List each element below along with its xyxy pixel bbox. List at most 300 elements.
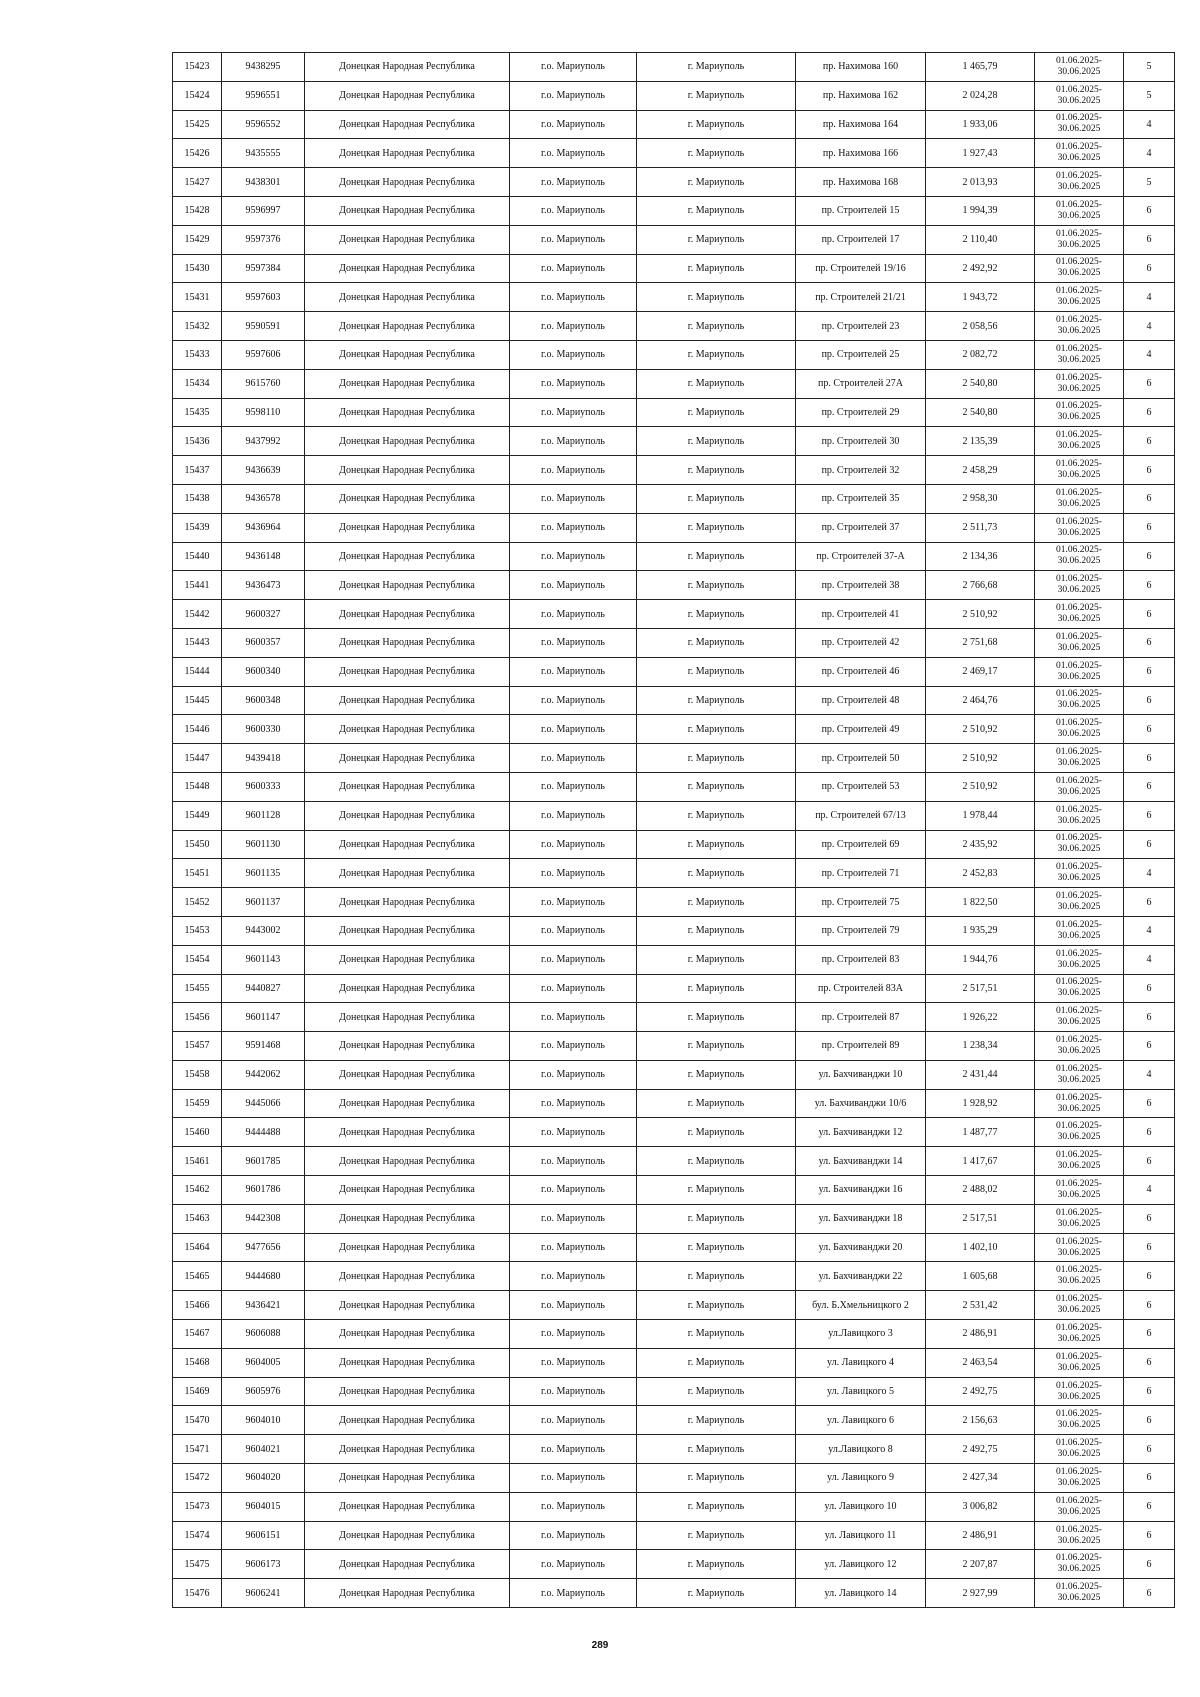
- table-row: [173, 168, 1175, 197]
- period-start: 01.06.2025-: [1056, 1294, 1102, 1305]
- object-code-cell: 9601135: [222, 859, 305, 888]
- period-start: 01.06.2025-: [1056, 919, 1102, 930]
- city-cell: г. Мариуполь: [637, 1348, 796, 1377]
- address-cell: пр. Строителей 49: [796, 715, 926, 744]
- address-cell: ул. Лавицкого 4: [796, 1348, 926, 1377]
- table-row: [173, 398, 1175, 427]
- period-start: 01.06.2025-: [1056, 1178, 1102, 1189]
- object-code-cell: 9604015: [222, 1492, 305, 1521]
- period-cell: [1035, 1147, 1124, 1176]
- city-cell: г. Мариуполь: [637, 974, 796, 1003]
- object-code-cell: 9439418: [222, 744, 305, 773]
- region-cell: Донецкая Народная Республика: [305, 888, 510, 917]
- city-cell: г. Мариуполь: [637, 1204, 796, 1233]
- row-number-cell: 15462: [173, 1176, 222, 1205]
- address-cell: пр. Нахимова 168: [796, 168, 926, 197]
- row-number-cell: 15439: [173, 513, 222, 542]
- period-start: 01.06.2025-: [1056, 1006, 1102, 1017]
- period-end: 30.06.2025: [1057, 671, 1101, 682]
- period-start: 01.06.2025-: [1056, 199, 1102, 210]
- table-row: [173, 196, 1175, 225]
- object-code-cell: 9444680: [222, 1262, 305, 1291]
- count-cell: 6: [1124, 1579, 1175, 1608]
- row-number-cell: 15447: [173, 744, 222, 773]
- address-cell: ул. Бахчиванджи 20: [796, 1233, 926, 1262]
- region-cell: Донецкая Народная Республика: [305, 1262, 510, 1291]
- city-cell: г. Мариуполь: [637, 744, 796, 773]
- city-cell: г. Мариуполь: [637, 1003, 796, 1032]
- period-end: 30.06.2025: [1057, 383, 1101, 394]
- period-start: 01.06.2025-: [1056, 574, 1102, 585]
- period-cell: [1035, 657, 1124, 686]
- district-cell: г.о. Мариуполь: [510, 484, 637, 513]
- period-end: 30.06.2025: [1057, 498, 1101, 509]
- period-start: 01.06.2025-: [1056, 689, 1102, 700]
- district-cell: г.о. Мариуполь: [510, 340, 637, 369]
- count-cell: 6: [1124, 888, 1175, 917]
- row-number-cell: 15448: [173, 772, 222, 801]
- period-start: 01.06.2025-: [1056, 113, 1102, 124]
- region-cell: Донецкая Народная Республика: [305, 1550, 510, 1579]
- amount-cell: 2 531,42: [926, 1291, 1035, 1320]
- row-number-cell: 15442: [173, 600, 222, 629]
- region-cell: Донецкая Народная Республика: [305, 1118, 510, 1147]
- address-cell: пр. Нахимова 160: [796, 53, 926, 82]
- district-cell: г.о. Мариуполь: [510, 1579, 637, 1608]
- row-number-cell: 15474: [173, 1521, 222, 1550]
- region-cell: Донецкая Народная Республика: [305, 859, 510, 888]
- period-cell: [1035, 744, 1124, 773]
- amount-cell: 1 944,76: [926, 945, 1035, 974]
- address-cell: ул. Лавицкого 11: [796, 1521, 926, 1550]
- object-code-cell: 9597606: [222, 340, 305, 369]
- period-end: 30.06.2025: [1057, 412, 1101, 423]
- table-row: [173, 254, 1175, 283]
- city-cell: г. Мариуполь: [637, 859, 796, 888]
- count-cell: 6: [1124, 715, 1175, 744]
- object-code-cell: 9600348: [222, 686, 305, 715]
- amount-cell: 2 156,63: [926, 1406, 1035, 1435]
- region-cell: Донецкая Народная Республика: [305, 81, 510, 110]
- district-cell: г.о. Мариуполь: [510, 312, 637, 341]
- period-cell: [1035, 427, 1124, 456]
- region-cell: Донецкая Народная Республика: [305, 283, 510, 312]
- amount-cell: 2 540,80: [926, 369, 1035, 398]
- period-end: 30.06.2025: [1057, 1045, 1101, 1056]
- count-cell: 4: [1124, 1176, 1175, 1205]
- object-code-cell: 9436639: [222, 456, 305, 485]
- region-cell: Донецкая Народная Республика: [305, 1406, 510, 1435]
- table-row: [173, 1492, 1175, 1521]
- row-number-cell: 15472: [173, 1464, 222, 1493]
- address-cell: пр. Строителей 50: [796, 744, 926, 773]
- row-number-cell: 15467: [173, 1320, 222, 1349]
- object-code-cell: 9604020: [222, 1464, 305, 1493]
- address-cell: пр. Строителей 32: [796, 456, 926, 485]
- row-number-cell: 15475: [173, 1550, 222, 1579]
- object-code-cell: 9443002: [222, 916, 305, 945]
- count-cell: 6: [1124, 456, 1175, 485]
- object-code-cell: 9436473: [222, 571, 305, 600]
- count-cell: 6: [1124, 225, 1175, 254]
- district-cell: г.о. Мариуполь: [510, 571, 637, 600]
- city-cell: г. Мариуполь: [637, 225, 796, 254]
- region-cell: Донецкая Народная Республика: [305, 1089, 510, 1118]
- period-cell: [1035, 513, 1124, 542]
- period-start: 01.06.2025-: [1056, 1207, 1102, 1218]
- amount-cell: 2 927,99: [926, 1579, 1035, 1608]
- city-cell: г. Мариуполь: [637, 1291, 796, 1320]
- period-end: 30.06.2025: [1057, 1276, 1101, 1287]
- address-cell: ул. Бахчиванджи 16: [796, 1176, 926, 1205]
- object-code-cell: 9438295: [222, 53, 305, 82]
- address-cell: ул.Лавицкого 8: [796, 1435, 926, 1464]
- amount-cell: 1 822,50: [926, 888, 1035, 917]
- object-code-cell: 9445066: [222, 1089, 305, 1118]
- row-number-cell: 15456: [173, 1003, 222, 1032]
- table-row: [173, 542, 1175, 571]
- table-row: [173, 312, 1175, 341]
- object-code-cell: 9438301: [222, 168, 305, 197]
- period-end: 30.06.2025: [1057, 1593, 1101, 1604]
- table-row: [173, 801, 1175, 830]
- city-cell: г. Мариуполь: [637, 283, 796, 312]
- city-cell: г. Мариуполь: [637, 139, 796, 168]
- district-cell: г.о. Мариуполь: [510, 81, 637, 110]
- address-cell: пр. Строителей 21/21: [796, 283, 926, 312]
- object-code-cell: 9591468: [222, 1032, 305, 1061]
- count-cell: 6: [1124, 1233, 1175, 1262]
- period-end: 30.06.2025: [1057, 66, 1101, 77]
- table-row: [173, 830, 1175, 859]
- period-cell: [1035, 1262, 1124, 1291]
- count-cell: 6: [1124, 513, 1175, 542]
- row-number-cell: 15464: [173, 1233, 222, 1262]
- object-code-cell: 9600333: [222, 772, 305, 801]
- object-code-cell: 9437992: [222, 427, 305, 456]
- object-code-cell: 9600357: [222, 628, 305, 657]
- object-code-cell: 9606241: [222, 1579, 305, 1608]
- count-cell: 4: [1124, 1060, 1175, 1089]
- period-start: 01.06.2025-: [1056, 142, 1102, 153]
- region-cell: Донецкая Народная Республика: [305, 1176, 510, 1205]
- period-end: 30.06.2025: [1057, 182, 1101, 193]
- region-cell: Донецкая Народная Республика: [305, 1377, 510, 1406]
- period-end: 30.06.2025: [1057, 1535, 1101, 1546]
- district-cell: г.о. Мариуполь: [510, 1060, 637, 1089]
- period-start: 01.06.2025-: [1056, 1322, 1102, 1333]
- period-start: 01.06.2025-: [1056, 228, 1102, 239]
- period-end: 30.06.2025: [1057, 642, 1101, 653]
- period-cell: [1035, 1233, 1124, 1262]
- period-start: 01.06.2025-: [1056, 84, 1102, 95]
- period-end: 30.06.2025: [1057, 1362, 1101, 1373]
- city-cell: г. Мариуполь: [637, 1233, 796, 1262]
- city-cell: г. Мариуполь: [637, 1320, 796, 1349]
- city-cell: г. Мариуполь: [637, 1032, 796, 1061]
- count-cell: 6: [1124, 1147, 1175, 1176]
- amount-cell: 1 935,29: [926, 916, 1035, 945]
- period-cell: [1035, 456, 1124, 485]
- period-end: 30.06.2025: [1057, 1218, 1101, 1229]
- district-cell: г.о. Мариуполь: [510, 225, 637, 254]
- period-cell: [1035, 254, 1124, 283]
- period-cell: [1035, 1003, 1124, 1032]
- row-number-cell: 15438: [173, 484, 222, 513]
- address-cell: ул. Лавицкого 12: [796, 1550, 926, 1579]
- period-cell: [1035, 1492, 1124, 1521]
- period-start: 01.06.2025-: [1056, 545, 1102, 556]
- table-row: [173, 715, 1175, 744]
- city-cell: г. Мариуполь: [637, 772, 796, 801]
- row-number-cell: 15470: [173, 1406, 222, 1435]
- count-cell: 6: [1124, 830, 1175, 859]
- table-row: [173, 110, 1175, 139]
- period-end: 30.06.2025: [1057, 873, 1101, 884]
- row-number-cell: 15457: [173, 1032, 222, 1061]
- row-number-cell: 15449: [173, 801, 222, 830]
- city-cell: г. Мариуполь: [637, 916, 796, 945]
- period-end: 30.06.2025: [1057, 1161, 1101, 1172]
- district-cell: г.о. Мариуполь: [510, 715, 637, 744]
- city-cell: г. Мариуполь: [637, 168, 796, 197]
- period-cell: [1035, 1089, 1124, 1118]
- district-cell: г.о. Мариуполь: [510, 1406, 637, 1435]
- period-start: 01.06.2025-: [1056, 747, 1102, 758]
- period-cell: [1035, 1521, 1124, 1550]
- object-code-cell: 9606088: [222, 1320, 305, 1349]
- period-start: 01.06.2025-: [1056, 1524, 1102, 1535]
- registry-table: [172, 52, 1175, 1608]
- amount-cell: 2 510,92: [926, 772, 1035, 801]
- row-number-cell: 15436: [173, 427, 222, 456]
- district-cell: г.о. Мариуполь: [510, 628, 637, 657]
- city-cell: г. Мариуполь: [637, 456, 796, 485]
- object-code-cell: 9440827: [222, 974, 305, 1003]
- address-cell: пр. Строителей 30: [796, 427, 926, 456]
- address-cell: ул. Лавицкого 5: [796, 1377, 926, 1406]
- district-cell: г.о. Мариуполь: [510, 1348, 637, 1377]
- row-number-cell: 15453: [173, 916, 222, 945]
- address-cell: пр. Нахимова 162: [796, 81, 926, 110]
- address-cell: пр. Строителей 19/16: [796, 254, 926, 283]
- period-cell: [1035, 283, 1124, 312]
- object-code-cell: 9601128: [222, 801, 305, 830]
- table-row: [173, 916, 1175, 945]
- table-row: [173, 1118, 1175, 1147]
- address-cell: пр. Строителей 89: [796, 1032, 926, 1061]
- district-cell: г.о. Мариуполь: [510, 1550, 637, 1579]
- period-start: 01.06.2025-: [1056, 459, 1102, 470]
- object-code-cell: 9597603: [222, 283, 305, 312]
- amount-cell: 2 540,80: [926, 398, 1035, 427]
- row-number-cell: 15429: [173, 225, 222, 254]
- period-cell: [1035, 225, 1124, 254]
- district-cell: г.о. Мариуполь: [510, 427, 637, 456]
- row-number-cell: 15460: [173, 1118, 222, 1147]
- city-cell: г. Мариуполь: [637, 830, 796, 859]
- period-start: 01.06.2025-: [1056, 1034, 1102, 1045]
- count-cell: 6: [1124, 974, 1175, 1003]
- period-cell: [1035, 1291, 1124, 1320]
- city-cell: г. Мариуполь: [637, 312, 796, 341]
- period-start: 01.06.2025-: [1056, 1063, 1102, 1074]
- city-cell: г. Мариуполь: [637, 110, 796, 139]
- table-row: [173, 1147, 1175, 1176]
- table-row: [173, 1291, 1175, 1320]
- table-row: [173, 1204, 1175, 1233]
- period-cell: [1035, 888, 1124, 917]
- period-start: 01.06.2025-: [1056, 1495, 1102, 1506]
- district-cell: г.о. Мариуполь: [510, 600, 637, 629]
- period-end: 30.06.2025: [1057, 1017, 1101, 1028]
- amount-cell: 2 082,72: [926, 340, 1035, 369]
- object-code-cell: 9442308: [222, 1204, 305, 1233]
- address-cell: пр. Строителей 37-А: [796, 542, 926, 571]
- object-code-cell: 9590591: [222, 312, 305, 341]
- district-cell: г.о. Мариуполь: [510, 686, 637, 715]
- period-start: 01.06.2025-: [1056, 1582, 1102, 1593]
- district-cell: г.о. Мариуполь: [510, 1492, 637, 1521]
- address-cell: ул. Бахчиванджи 22: [796, 1262, 926, 1291]
- count-cell: 6: [1124, 1262, 1175, 1291]
- region-cell: Донецкая Народная Республика: [305, 1348, 510, 1377]
- period-end: 30.06.2025: [1057, 1506, 1101, 1517]
- period-end: 30.06.2025: [1057, 1305, 1101, 1316]
- table-row: [173, 1579, 1175, 1608]
- period-end: 30.06.2025: [1057, 959, 1101, 970]
- row-number-cell: 15459: [173, 1089, 222, 1118]
- count-cell: 6: [1124, 196, 1175, 225]
- period-start: 01.06.2025-: [1056, 603, 1102, 614]
- amount-cell: 3 006,82: [926, 1492, 1035, 1521]
- period-end: 30.06.2025: [1057, 1103, 1101, 1114]
- region-cell: Донецкая Народная Республика: [305, 53, 510, 82]
- count-cell: 6: [1124, 1492, 1175, 1521]
- region-cell: Донецкая Народная Республика: [305, 312, 510, 341]
- period-end: 30.06.2025: [1057, 844, 1101, 855]
- amount-cell: 2 431,44: [926, 1060, 1035, 1089]
- period-cell: [1035, 830, 1124, 859]
- amount-cell: 2 458,29: [926, 456, 1035, 485]
- table-row: [173, 427, 1175, 456]
- period-cell: [1035, 1348, 1124, 1377]
- region-cell: Донецкая Народная Республика: [305, 1492, 510, 1521]
- table-row: [173, 945, 1175, 974]
- row-number-cell: 15463: [173, 1204, 222, 1233]
- object-code-cell: 9598110: [222, 398, 305, 427]
- period-end: 30.06.2025: [1057, 153, 1101, 164]
- region-cell: Донецкая Народная Республика: [305, 744, 510, 773]
- city-cell: г. Мариуполь: [637, 715, 796, 744]
- row-number-cell: 15476: [173, 1579, 222, 1608]
- amount-cell: 2 435,92: [926, 830, 1035, 859]
- period-cell: [1035, 916, 1124, 945]
- count-cell: 6: [1124, 1089, 1175, 1118]
- period-start: 01.06.2025-: [1056, 401, 1102, 412]
- period-start: 01.06.2025-: [1056, 1236, 1102, 1247]
- table-row: [173, 225, 1175, 254]
- table-row: [173, 1435, 1175, 1464]
- address-cell: бул. Б.Хмельницкого 2: [796, 1291, 926, 1320]
- region-cell: Донецкая Народная Республика: [305, 1320, 510, 1349]
- table-row: [173, 53, 1175, 82]
- city-cell: г. Мариуполь: [637, 1435, 796, 1464]
- object-code-cell: 9436578: [222, 484, 305, 513]
- region-cell: Донецкая Народная Республика: [305, 340, 510, 369]
- region-cell: Донецкая Народная Республика: [305, 657, 510, 686]
- address-cell: ул. Бахчиванджи 12: [796, 1118, 926, 1147]
- address-cell: пр. Строителей 15: [796, 196, 926, 225]
- address-cell: пр. Строителей 35: [796, 484, 926, 513]
- period-end: 30.06.2025: [1057, 268, 1101, 279]
- city-cell: г. Мариуполь: [637, 657, 796, 686]
- district-cell: г.о. Мариуполь: [510, 1291, 637, 1320]
- period-cell: [1035, 81, 1124, 110]
- row-number-cell: 15430: [173, 254, 222, 283]
- city-cell: г. Мариуполь: [637, 1492, 796, 1521]
- count-cell: 5: [1124, 168, 1175, 197]
- address-cell: пр. Строителей 25: [796, 340, 926, 369]
- region-cell: Донецкая Народная Республика: [305, 1032, 510, 1061]
- object-code-cell: 9436964: [222, 513, 305, 542]
- region-cell: Донецкая Народная Республика: [305, 801, 510, 830]
- region-cell: Донецкая Народная Республика: [305, 1233, 510, 1262]
- object-code-cell: 9444488: [222, 1118, 305, 1147]
- count-cell: 4: [1124, 312, 1175, 341]
- region-cell: Донецкая Народная Республика: [305, 1521, 510, 1550]
- count-cell: 5: [1124, 53, 1175, 82]
- district-cell: г.о. Мариуполь: [510, 859, 637, 888]
- address-cell: ул. Бахчиванджи 10: [796, 1060, 926, 1089]
- period-start: 01.06.2025-: [1056, 1265, 1102, 1276]
- period-start: 01.06.2025-: [1056, 1150, 1102, 1161]
- period-end: 30.06.2025: [1057, 786, 1101, 797]
- period-start: 01.06.2025-: [1056, 804, 1102, 815]
- row-number-cell: 15466: [173, 1291, 222, 1320]
- table-row: [173, 744, 1175, 773]
- count-cell: 6: [1124, 657, 1175, 686]
- page-number: 289: [591, 1640, 609, 1651]
- district-cell: г.о. Мариуполь: [510, 139, 637, 168]
- city-cell: г. Мариуполь: [637, 1406, 796, 1435]
- period-end: 30.06.2025: [1057, 988, 1101, 999]
- period-start: 01.06.2025-: [1056, 1553, 1102, 1564]
- amount-cell: 2 766,68: [926, 571, 1035, 600]
- count-cell: 4: [1124, 859, 1175, 888]
- address-cell: пр. Строителей 38: [796, 571, 926, 600]
- amount-cell: 2 464,76: [926, 686, 1035, 715]
- address-cell: пр. Строителей 23: [796, 312, 926, 341]
- table-row: [173, 283, 1175, 312]
- row-number-cell: 15423: [173, 53, 222, 82]
- count-cell: 6: [1124, 1550, 1175, 1579]
- period-end: 30.06.2025: [1057, 297, 1101, 308]
- region-cell: Донецкая Народная Республика: [305, 916, 510, 945]
- count-cell: 6: [1124, 369, 1175, 398]
- amount-cell: 2 492,92: [926, 254, 1035, 283]
- district-cell: г.о. Мариуполь: [510, 657, 637, 686]
- region-cell: Донецкая Народная Республика: [305, 398, 510, 427]
- count-cell: 6: [1124, 1521, 1175, 1550]
- count-cell: 5: [1124, 81, 1175, 110]
- city-cell: г. Мариуполь: [637, 1377, 796, 1406]
- district-cell: г.о. Мариуполь: [510, 1204, 637, 1233]
- district-cell: г.о. Мариуполь: [510, 916, 637, 945]
- row-number-cell: 15445: [173, 686, 222, 715]
- count-cell: 6: [1124, 542, 1175, 571]
- district-cell: г.о. Мариуполь: [510, 254, 637, 283]
